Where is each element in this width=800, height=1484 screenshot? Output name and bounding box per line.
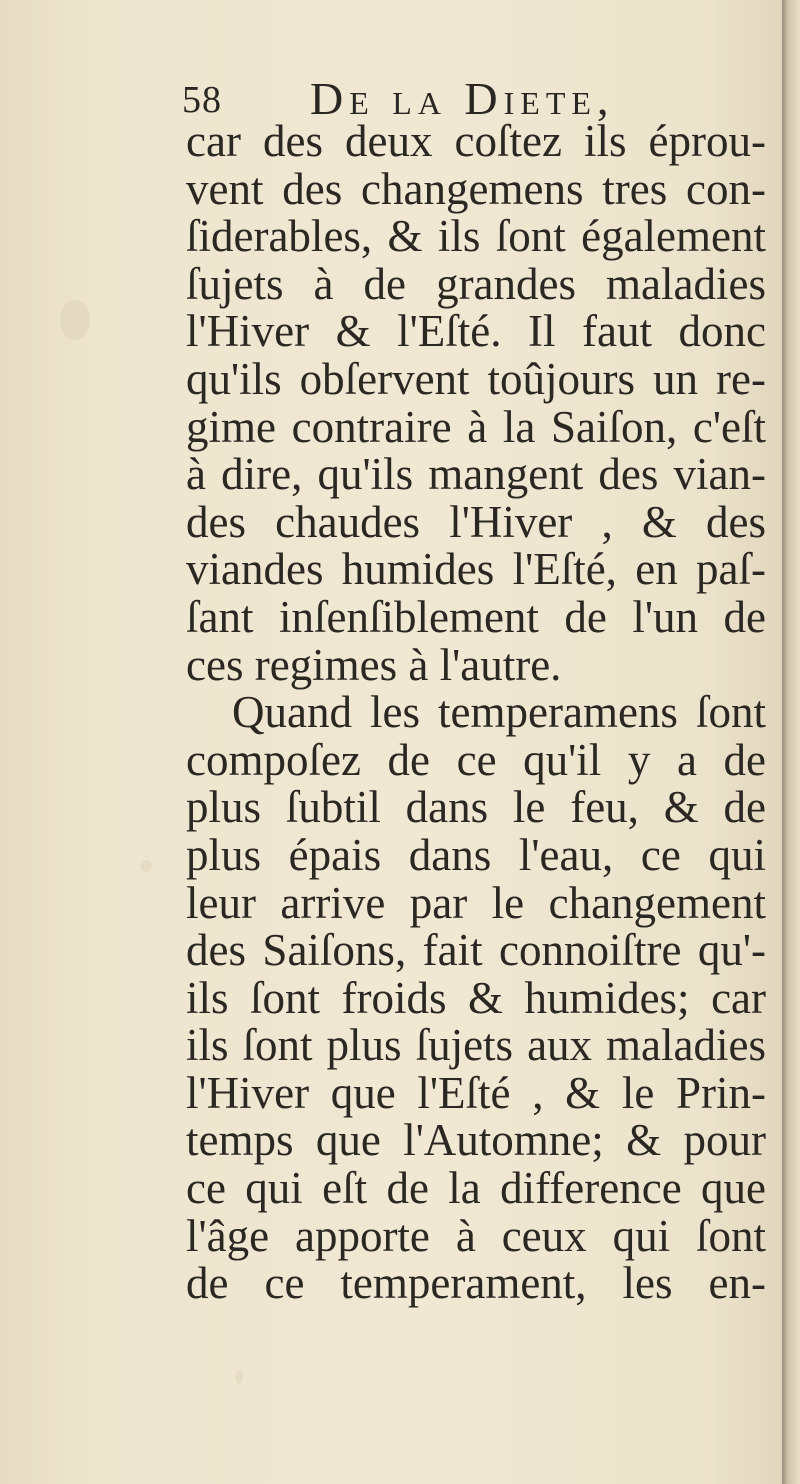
text-line: de ce temperament, les en- xyxy=(186,1258,766,1309)
text-line: ils ſont froids & humides; car xyxy=(186,972,766,1023)
text-line: des chaudes l'Hiver , & des xyxy=(186,496,766,547)
text-line: leur arrive par le changement xyxy=(186,877,766,928)
paper-stain xyxy=(60,300,90,340)
text-line: ils ſont plus ſujets aux maladies xyxy=(186,1020,766,1071)
text-line: ſujets à de grandes maladies xyxy=(186,258,766,309)
text-line: car des deux coſtez ils éprou- xyxy=(186,116,766,166)
text-line: viandes humides l'Eſté, en paſ- xyxy=(186,544,766,595)
paragraph-start-line: Quand les temperamens ſont xyxy=(232,687,766,738)
text-line: gime contraire à la Saiſon, c'eſt xyxy=(186,401,766,452)
text-line: plus épais dans l'eau, ce qui xyxy=(186,829,766,880)
page-number: 58 xyxy=(182,79,222,121)
text-line: l'Hiver & l'Eſté. Il faut donc xyxy=(186,306,766,357)
text-line: vent des changemens tres con- xyxy=(186,163,766,214)
text-line: ſant inſenſiblement de l'un de xyxy=(186,591,766,642)
text-line: l'Hiver que l'Eſté , & le Prin- xyxy=(186,1067,766,1118)
body-text xyxy=(186,118,766,1308)
book-gutter xyxy=(782,0,800,1484)
text-line: l'âge apporte à ceux qui ſont xyxy=(186,1210,766,1261)
text-line: temps que l'Automne; & pour xyxy=(186,1115,766,1166)
paper-stain xyxy=(235,1370,243,1384)
text-line: plus ſubtil dans le feu, & de xyxy=(186,782,766,833)
paragraph-end-line: ces regimes à l'autre. xyxy=(186,639,562,690)
text-line: compoſez de ce qu'il y a de xyxy=(186,734,766,785)
text-line: qu'ils obſervent toûjours un re- xyxy=(186,353,766,404)
text-line: des Saiſons, fait connoiſtre qu'- xyxy=(186,925,766,976)
text-line: ſiderables, & ils ſont également xyxy=(186,211,766,262)
running-title: De la Diete, xyxy=(310,73,615,124)
text-line: ce qui eſt de la difference que xyxy=(186,1163,766,1214)
text-line: à dire, qu'ils mangent des vian- xyxy=(186,449,766,500)
paper-stain xyxy=(140,860,152,872)
